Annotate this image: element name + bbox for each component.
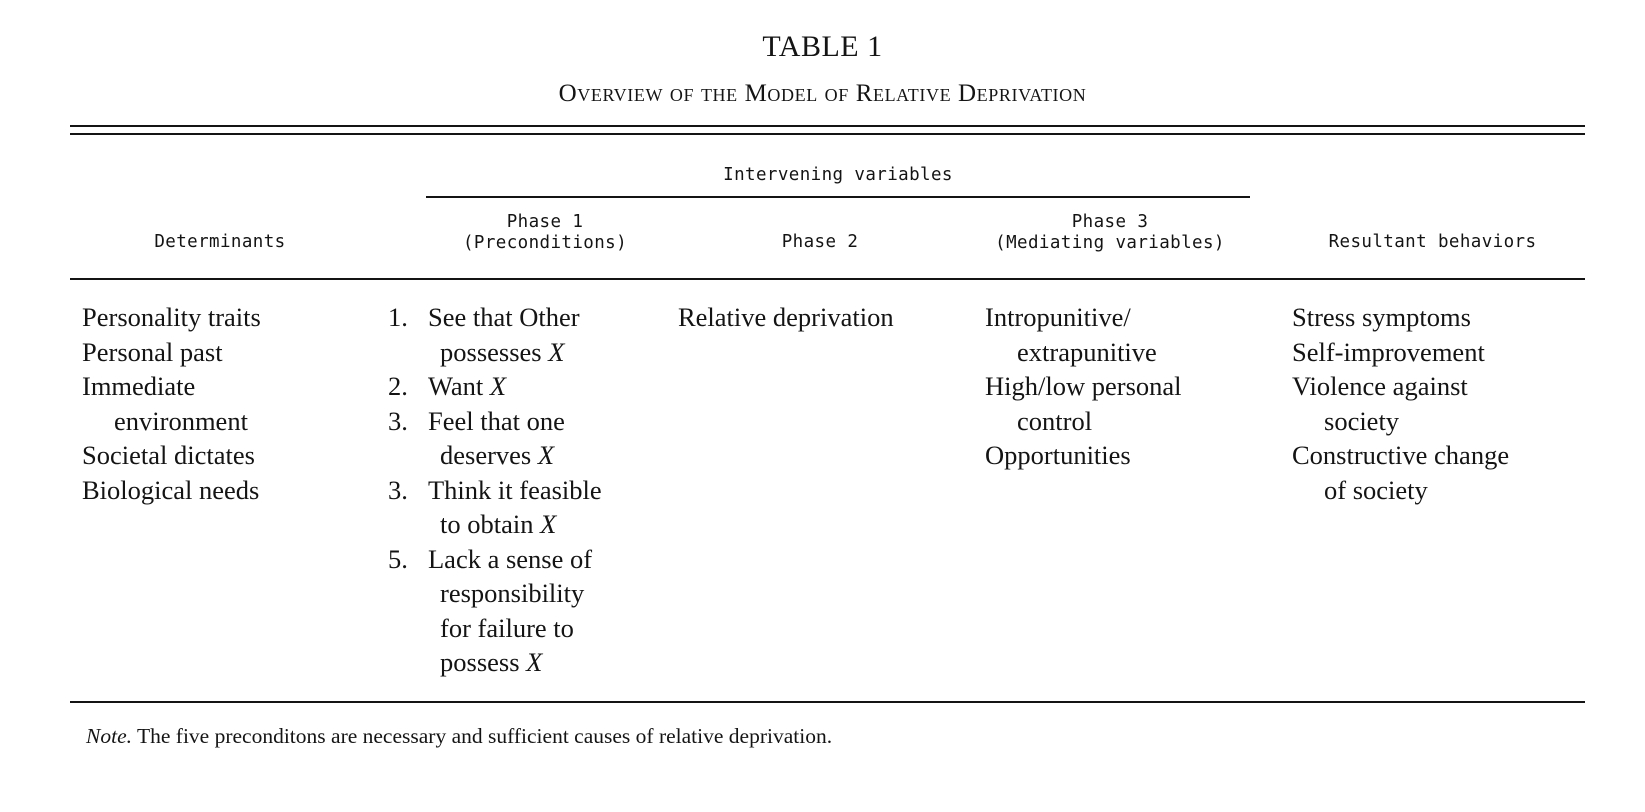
precondition-text: responsibility	[440, 578, 585, 608]
column-determinants	[82, 300, 392, 507]
spanner-header-intervening: Intervening variables	[723, 165, 953, 185]
column-phase1	[388, 300, 678, 680]
column-header-phase3	[965, 212, 1255, 254]
top-rule-lower	[70, 133, 1585, 135]
column-phase2	[678, 300, 948, 335]
precondition-text: for failure to	[440, 612, 574, 643]
column-header-phase1-line1: Phase 1	[506, 212, 584, 232]
column-header-phase3-line1: Phase 3	[1071, 212, 1149, 232]
precondition-row	[388, 542, 678, 577]
resultant-row: Constructive change	[1292, 440, 1510, 470]
precondition-row	[388, 507, 678, 542]
precondition-row	[388, 335, 678, 370]
precondition-number: 1.	[388, 302, 408, 332]
determinants-row: Societal dictates	[82, 440, 255, 470]
phase3-row: extrapunitive	[1017, 336, 1157, 367]
phase3-row: High/low personal	[985, 371, 1182, 401]
phase3-row: Intropunitive/	[985, 302, 1131, 332]
precondition-row	[388, 404, 678, 439]
precondition-row	[388, 300, 678, 335]
header-rule	[70, 278, 1585, 280]
precondition-text: deserves	[440, 440, 532, 470]
variable-x: X	[489, 371, 507, 401]
resultant-row: society	[1324, 405, 1400, 436]
precondition-text: possess	[440, 647, 520, 677]
determinants-row: Biological needs	[82, 474, 260, 505]
note-label: Note.	[86, 724, 132, 748]
determinants-row: environment	[114, 405, 248, 436]
column-header-phase3-line2: (Mediating variables)	[995, 233, 1225, 253]
column-header-phase1-line2: (Preconditions)	[462, 233, 628, 253]
phase3-row: control	[1017, 405, 1093, 436]
variable-x: X	[548, 336, 565, 367]
precondition-text: possesses	[440, 336, 542, 367]
variable-x: X	[526, 647, 543, 677]
column-resultant	[1292, 300, 1592, 507]
variable-x: X	[537, 440, 555, 470]
phase3-row: Opportunities	[985, 440, 1131, 470]
precondition-text: Feel that one	[428, 405, 565, 436]
spanner-rule	[426, 196, 1250, 198]
precondition-number: 2.	[388, 371, 408, 401]
precondition-row	[388, 473, 678, 508]
column-header-phase2: Phase 2	[781, 232, 859, 252]
table-title: Overview of the Model of Relative Deprivation	[558, 80, 1087, 107]
precondition-number: 3.	[388, 405, 408, 436]
determinants-row: Personality traits	[82, 302, 261, 332]
resultant-row: of society	[1324, 474, 1428, 505]
precondition-number: 3.	[388, 474, 408, 505]
precondition-number: 5.	[388, 543, 408, 574]
precondition-row	[388, 369, 678, 404]
table-number: TABLE 1	[762, 30, 883, 63]
precondition-row	[388, 438, 678, 473]
column-header-determinants: Determinants	[154, 232, 286, 252]
phase2-row: Relative deprivation	[678, 302, 894, 332]
precondition-text: See that Other	[428, 302, 580, 332]
resultant-row: Violence against	[1292, 371, 1468, 401]
precondition-text: Want	[428, 371, 484, 401]
column-header-resultant: Resultant behaviors	[1328, 232, 1537, 252]
bottom-rule	[70, 701, 1585, 703]
precondition-row	[388, 645, 678, 680]
determinants-row: Personal past	[82, 336, 223, 367]
precondition-text: to obtain	[440, 509, 534, 539]
table-note	[86, 724, 832, 749]
resultant-row: Self-improvement	[1292, 336, 1485, 367]
precondition-text: Lack a sense of	[428, 543, 593, 574]
column-phase3	[985, 300, 1285, 473]
precondition-row	[388, 611, 678, 646]
note-text: The five preconditons are necessary and sufficient causes of relative deprivation.	[136, 724, 833, 748]
resultant-row: Stress symptoms	[1292, 302, 1471, 332]
column-header-phase1	[420, 212, 670, 254]
precondition-row	[388, 576, 678, 611]
determinants-row: Immediate	[82, 371, 196, 401]
precondition-text: Think it feasible	[428, 474, 602, 505]
top-rule-upper	[70, 125, 1585, 127]
variable-x: X	[540, 509, 557, 539]
